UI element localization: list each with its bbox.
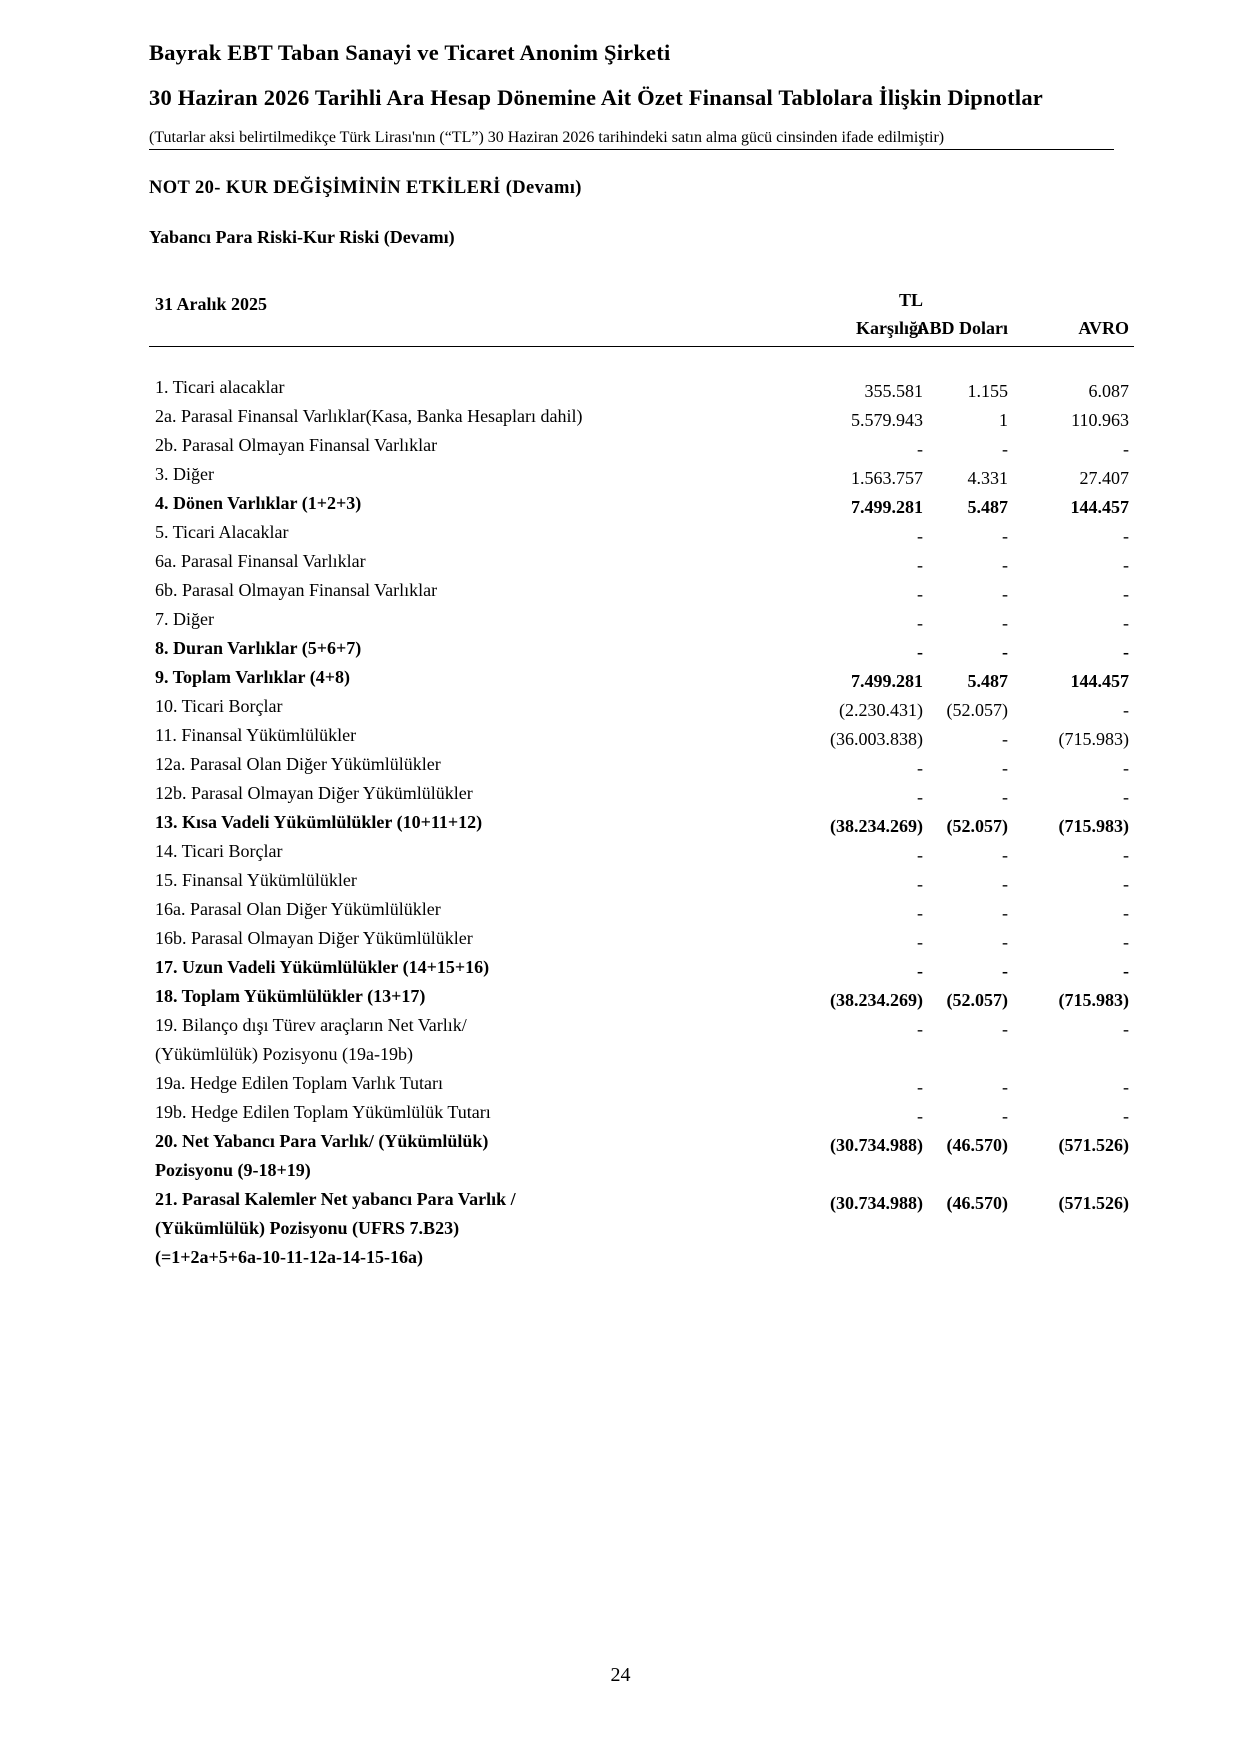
- cell-tl: 5.579.943: [851, 410, 923, 430]
- row-label: 2b. Parasal Olmayan Finansal Varlıklar: [155, 435, 438, 455]
- cell-usd: -: [1002, 526, 1008, 546]
- cell-eur: -: [1123, 961, 1129, 981]
- cell-tl: -: [917, 613, 923, 633]
- cell-tl: -: [917, 642, 923, 662]
- cell-usd: (46.570): [946, 1193, 1008, 1213]
- cell-usd: -: [1002, 961, 1008, 981]
- table-row-total: [149, 492, 1134, 521]
- cell-usd: (52.057): [946, 990, 1008, 1010]
- cell-eur: -: [1123, 845, 1129, 865]
- table-row: [149, 521, 1134, 550]
- table-body: [149, 376, 1134, 1275]
- cell-tl: -: [917, 874, 923, 894]
- row-label: 13. Kısa Vadeli Yükümlülükler (10+11+12): [155, 812, 483, 832]
- cell-eur: (571.526): [1058, 1135, 1129, 1155]
- row-label: 8. Duran Varlıklar (5+6+7): [155, 638, 362, 658]
- row-label: 5. Ticari Alacaklar: [155, 522, 289, 542]
- row-label: 19b. Hedge Edilen Toplam Yükümlülük Tutarı: [155, 1102, 491, 1122]
- cell-eur: (715.983): [1058, 729, 1129, 749]
- cell-eur: -: [1123, 526, 1129, 546]
- table-row-total: [149, 666, 1134, 695]
- cell-eur: -: [1123, 932, 1129, 952]
- row-label-line2: Pozisyonu (9-18+19): [155, 1160, 311, 1180]
- cell-tl: (38.234.269): [830, 816, 923, 836]
- table-row-total: [149, 956, 1134, 985]
- cell-tl: -: [917, 526, 923, 546]
- cell-tl: -: [917, 555, 923, 575]
- cell-tl: -: [917, 787, 923, 807]
- row-label: 4. Dönen Varlıklar (1+2+3): [155, 493, 362, 513]
- table-row: [149, 405, 1134, 434]
- row-label: 6b. Parasal Olmayan Finansal Varlıklar: [155, 580, 438, 600]
- cell-eur: -: [1123, 874, 1129, 894]
- table-row-total: [149, 1188, 1134, 1275]
- row-label: 12b. Parasal Olmayan Diğer Yükümlülükler: [155, 783, 473, 803]
- row-label-line1: 19. Bilanço dışı Türev araçların Net Varlık/: [155, 1015, 467, 1035]
- cell-eur: -: [1123, 1106, 1129, 1126]
- row-label-line2: (Yükümlülük) Pozisyonu (UFRS 7.B23): [155, 1218, 460, 1238]
- cell-eur: -: [1123, 758, 1129, 778]
- cell-eur: 27.407: [1079, 468, 1129, 488]
- table-row-total: [149, 1130, 1134, 1188]
- cell-tl: 7.499.281: [851, 671, 923, 691]
- table-row-total: [149, 985, 1134, 1014]
- cell-usd: (52.057): [946, 816, 1008, 836]
- table-row: [149, 1014, 1134, 1072]
- currency-note: (Tutarlar aksi belirtilmedikçe Türk Lirası'nın (“TL”) 30 Haziran 2026 tarihindeki satın alma gücü cinsinden ifade edilmiştir): [149, 129, 1114, 150]
- cell-eur: 144.457: [1070, 671, 1129, 691]
- table-row: [149, 550, 1134, 579]
- cell-eur: -: [1123, 613, 1129, 633]
- row-label: [155, 1130, 488, 1181]
- header-usd: ABD Doları: [916, 318, 1008, 338]
- cell-eur: -: [1123, 1077, 1129, 1097]
- cell-usd: -: [1002, 555, 1008, 575]
- table-row: [149, 579, 1134, 608]
- cell-usd: -: [1002, 584, 1008, 604]
- cell-usd: -: [1002, 845, 1008, 865]
- cell-tl: (38.234.269): [830, 990, 923, 1010]
- row-label-line1: 20. Net Yabancı Para Varlık/ (Yükümlülük): [155, 1131, 489, 1151]
- row-label: 3. Diğer: [155, 464, 214, 484]
- cell-usd: -: [1002, 903, 1008, 923]
- table-row: [149, 1072, 1134, 1101]
- table-row: [149, 695, 1134, 724]
- cell-usd: -: [1002, 439, 1008, 459]
- row-label: 15. Finansal Yükümlülükler: [155, 870, 357, 890]
- cell-usd: -: [1002, 642, 1008, 662]
- cell-eur: (571.526): [1058, 1193, 1129, 1213]
- cell-eur: -: [1123, 555, 1129, 575]
- cell-eur: -: [1123, 700, 1129, 720]
- cell-usd: -: [1002, 758, 1008, 778]
- cell-tl: 355.581: [864, 381, 923, 401]
- table-row-total: [149, 811, 1134, 840]
- table-row: [149, 376, 1134, 405]
- cell-tl: -: [917, 1077, 923, 1097]
- cell-tl: 7.499.281: [851, 497, 923, 517]
- cell-usd: -: [1002, 874, 1008, 894]
- cell-eur: 110.963: [1071, 410, 1129, 430]
- table-row: [149, 1101, 1134, 1130]
- header-date: 31 Aralık 2025: [155, 294, 268, 314]
- header-eur: AVRO: [1078, 318, 1129, 338]
- table-row: [149, 753, 1134, 782]
- cell-eur: -: [1123, 439, 1129, 459]
- cell-tl: -: [917, 584, 923, 604]
- report-title: 30 Haziran 2026 Tarihli Ara Hesap Dönemine Ait Özet Finansal Tablolara İlişkin Dipnotlar: [149, 85, 1043, 110]
- row-label: 7. Diğer: [155, 609, 214, 629]
- cell-tl: -: [917, 1019, 923, 1039]
- row-label: 12a. Parasal Olan Diğer Yükümlülükler: [155, 754, 441, 774]
- row-label: 2a. Parasal Finansal Varlıklar(Kasa, Banka Hesapları dahil): [155, 406, 583, 426]
- row-label: [155, 1014, 467, 1065]
- table-row: [149, 840, 1134, 869]
- header-tl-line1: TL: [898, 290, 923, 310]
- cell-usd: -: [1002, 613, 1008, 633]
- table-row: [149, 782, 1134, 811]
- row-label-line2: (Yükümlülük) Pozisyonu (19a-19b): [155, 1044, 413, 1064]
- table-row: [149, 869, 1134, 898]
- table-row-total: [149, 637, 1134, 666]
- cell-eur: (715.983): [1058, 816, 1129, 836]
- cell-usd: 5.487: [967, 497, 1008, 517]
- table-row: [149, 434, 1134, 463]
- cell-tl: -: [917, 439, 923, 459]
- table-row: [149, 898, 1134, 927]
- cell-tl: -: [917, 845, 923, 865]
- cell-usd: -: [1002, 932, 1008, 952]
- table-header: [149, 290, 1134, 347]
- cell-eur: (715.983): [1058, 990, 1129, 1010]
- row-label: 1. Ticari alacaklar: [155, 377, 285, 397]
- row-label: 18. Toplam Yükümlülükler (13+17): [155, 986, 426, 1006]
- table-row: [149, 927, 1134, 956]
- row-label: 16a. Parasal Olan Diğer Yükümlülükler: [155, 899, 441, 919]
- cell-usd: -: [1002, 787, 1008, 807]
- row-label: 19a. Hedge Edilen Toplam Varlık Tutarı: [155, 1073, 444, 1093]
- row-label-line3: (=1+2a+5+6a-10-11-12a-14-15-16a): [155, 1247, 423, 1267]
- row-label: 17. Uzun Vadeli Yükümlülükler (14+15+16): [155, 957, 490, 977]
- company-name: Bayrak EBT Taban Sanayi ve Ticaret Anonim Şirketi: [149, 40, 671, 65]
- cell-tl: -: [917, 903, 923, 923]
- cell-usd: -: [1002, 1019, 1008, 1039]
- page-number: 24: [610, 1664, 631, 1686]
- cell-usd: -: [1002, 1106, 1008, 1126]
- row-label-line1: 21. Parasal Kalemler Net yabancı Para Varlık /: [155, 1189, 516, 1209]
- row-label: 14. Ticari Borçlar: [155, 841, 283, 861]
- row-label: 6a. Parasal Finansal Varlıklar: [155, 551, 366, 571]
- cell-eur: -: [1123, 1019, 1129, 1039]
- cell-usd: 1: [999, 410, 1008, 430]
- cell-tl: (2.230.431): [839, 700, 923, 720]
- cell-usd: 5.487: [967, 671, 1008, 691]
- section-subtitle: Yabancı Para Riski-Kur Riski (Devamı): [149, 227, 455, 247]
- cell-usd: -: [1002, 729, 1008, 749]
- row-label: 16b. Parasal Olmayan Diğer Yükümlülükler: [155, 928, 473, 948]
- section-title: NOT 20- KUR DEĞİŞİMİNİN ETKİLERİ (Devamı): [149, 178, 582, 198]
- header-tl-line2: Karşılığı: [856, 318, 923, 338]
- row-label: 11. Finansal Yükümlülükler: [155, 725, 357, 745]
- cell-tl: -: [917, 1106, 923, 1126]
- cell-tl: -: [917, 932, 923, 952]
- cell-tl: (30.734.988): [830, 1193, 923, 1213]
- cell-usd: 4.331: [967, 468, 1008, 488]
- cell-eur: -: [1123, 787, 1129, 807]
- table-row: [149, 724, 1134, 753]
- cell-usd: (46.570): [946, 1135, 1008, 1155]
- cell-eur: 144.457: [1070, 497, 1129, 517]
- cell-tl: -: [917, 758, 923, 778]
- table-row: [149, 463, 1134, 492]
- row-label: 10. Ticari Borçlar: [155, 696, 283, 716]
- cell-eur: 6.087: [1088, 381, 1129, 401]
- cell-tl: (36.003.838): [830, 729, 923, 749]
- row-label: [155, 1188, 516, 1268]
- cell-tl: (30.734.988): [830, 1135, 923, 1155]
- cell-eur: -: [1123, 642, 1129, 662]
- cell-usd: -: [1002, 1077, 1008, 1097]
- cell-eur: -: [1123, 903, 1129, 923]
- cell-usd: 1.155: [967, 381, 1008, 401]
- cell-tl: 1.563.757: [851, 468, 923, 488]
- row-label: 9. Toplam Varlıklar (4+8): [155, 667, 350, 687]
- cell-tl: -: [917, 961, 923, 981]
- table-row: [149, 608, 1134, 637]
- cell-usd: (52.057): [946, 700, 1008, 720]
- cell-eur: -: [1123, 584, 1129, 604]
